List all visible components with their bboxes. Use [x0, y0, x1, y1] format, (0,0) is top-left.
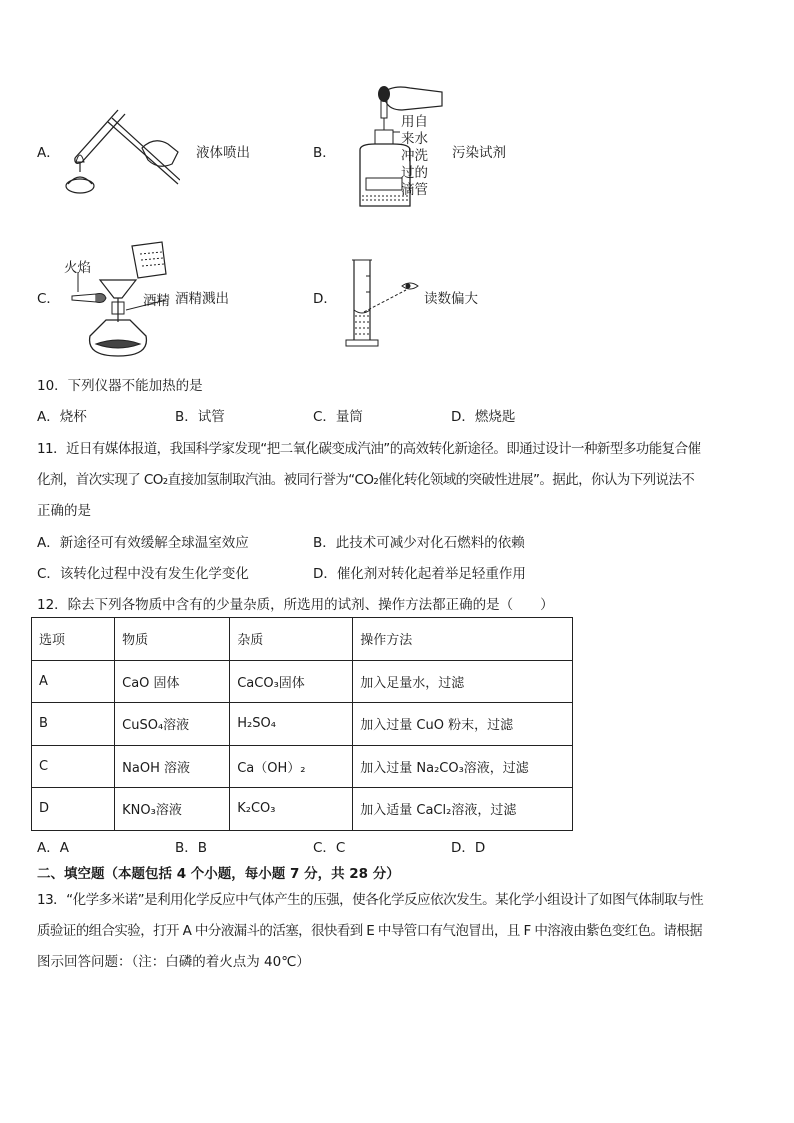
table-cell: CaO 固体	[115, 660, 230, 703]
table-cell: K₂CO₃	[230, 788, 353, 831]
table-header-cell: 物质	[115, 618, 230, 661]
table-cell: 加入过量 CuO 粉末，过滤	[353, 703, 573, 746]
q13-line-2: 质验证的组合实验，打开 A 中分液漏斗的活塞，很快看到 E 中导管口有气泡冒出，且 F 中溶液由紫色变红色。请根据	[37, 923, 703, 939]
q11-line-2: 化剂，首次实现了 CO₂直接加氢制取汽油。被同行誉为“CO₂催化转化领域的突破性进展”。据此，你认为下列说法不	[37, 472, 695, 488]
q9-a-caption: 液体喷出	[196, 145, 250, 161]
q11-line-3: 正确的是	[37, 503, 91, 519]
table-cell: D	[32, 788, 115, 831]
table-cell: H₂SO₄	[230, 703, 353, 746]
table-row	[32, 788, 573, 831]
q12-option-a: A．A	[37, 840, 69, 856]
q12-option-c: C．C	[313, 840, 346, 856]
table-header-cell: 操作方法	[353, 618, 573, 661]
table-cell: KNO₃溶液	[115, 788, 230, 831]
table-cell: CaCO₃固体	[230, 660, 353, 703]
q11-option-a: A．新途径可有效缓解全球温室效应	[37, 535, 249, 551]
table-header-cell: 杂质	[230, 618, 353, 661]
q10-option-a: A．烧杯	[37, 409, 87, 425]
graduated-cylinder-figure	[340, 256, 425, 348]
q11-option-b: B．此技术可减少对化石燃料的依赖	[313, 535, 525, 551]
table-cell: CuSO₄溶液	[115, 703, 230, 746]
table-cell: Ca（OH）₂	[230, 745, 353, 788]
table-row	[32, 660, 573, 703]
q9-d-caption: 读数偏大	[424, 291, 478, 307]
q11-line-1: 11．近日有媒体报道，我国科学家发现“把二氧化碳变成汽油”的高效转化新途径。即通过设计一种新型多功能复合催	[37, 441, 701, 457]
option-letter: C．	[37, 291, 60, 307]
q12-stem: 12．除去下列各物质中含有的少量杂质，所选用的试剂、操作方法都正确的是（ ）	[37, 597, 554, 613]
q13-line-3: 图示回答问题：（注：白磷的着火点为 40℃）	[37, 954, 310, 970]
table-cell: C	[32, 745, 115, 788]
q11-option-c: C．该转化过程中没有发生化学变化	[37, 566, 249, 582]
q10-stem: 10．下列仪器不能加热的是	[37, 378, 203, 394]
reagent-bottle-dropper-figure	[350, 82, 445, 212]
table-cell: A	[32, 660, 115, 703]
q9-b-caption: 污染试剂	[452, 145, 506, 161]
table-cell: 加入足量水，过滤	[353, 660, 573, 703]
flame-label: 火焰	[64, 260, 91, 276]
table-cell: 加入适量 CaCl₂溶液，过滤	[353, 788, 573, 831]
q12-table	[31, 617, 573, 831]
option-letter: B．	[313, 145, 336, 161]
option-letter: A．	[37, 145, 60, 161]
table-header-row	[32, 618, 573, 661]
q10-option-d: D．燃烧匙	[451, 409, 516, 425]
test-tube-heating-figure	[60, 100, 180, 200]
table-cell: NaOH 溶液	[115, 745, 230, 788]
table-header-cell: 选项	[32, 618, 115, 661]
q11-option-d: D．催化剂对转化起着举足轻重作用	[313, 566, 526, 582]
table-row	[32, 703, 573, 746]
q13-line-1: 13．“化学多米诺”是利用化学反应中气体产生的压强，使各化学反应依次发生。某化学小组设计了如图气体制取与性	[37, 892, 704, 908]
table-row	[32, 745, 573, 788]
q9-c-caption: 酒精溅出	[175, 291, 229, 307]
section-title: 二、填空题（本题包括 4 个小题，每小题 7 分，共 28 分）	[37, 866, 400, 882]
q12-option-b: B．B	[175, 840, 208, 856]
table-cell: 加入过量 Na₂CO₃溶液，过滤	[353, 745, 573, 788]
q9-b-note: 用自 来水 冲洗 过的 滴管	[401, 114, 428, 198]
q10-option-c: C．量筒	[313, 409, 363, 425]
alcohol-label: 酒精	[143, 293, 170, 309]
q12-option-d: D．D	[451, 840, 486, 856]
table-cell: B	[32, 703, 115, 746]
q10-option-b: B．试管	[175, 409, 225, 425]
option-letter: D．	[313, 291, 337, 307]
